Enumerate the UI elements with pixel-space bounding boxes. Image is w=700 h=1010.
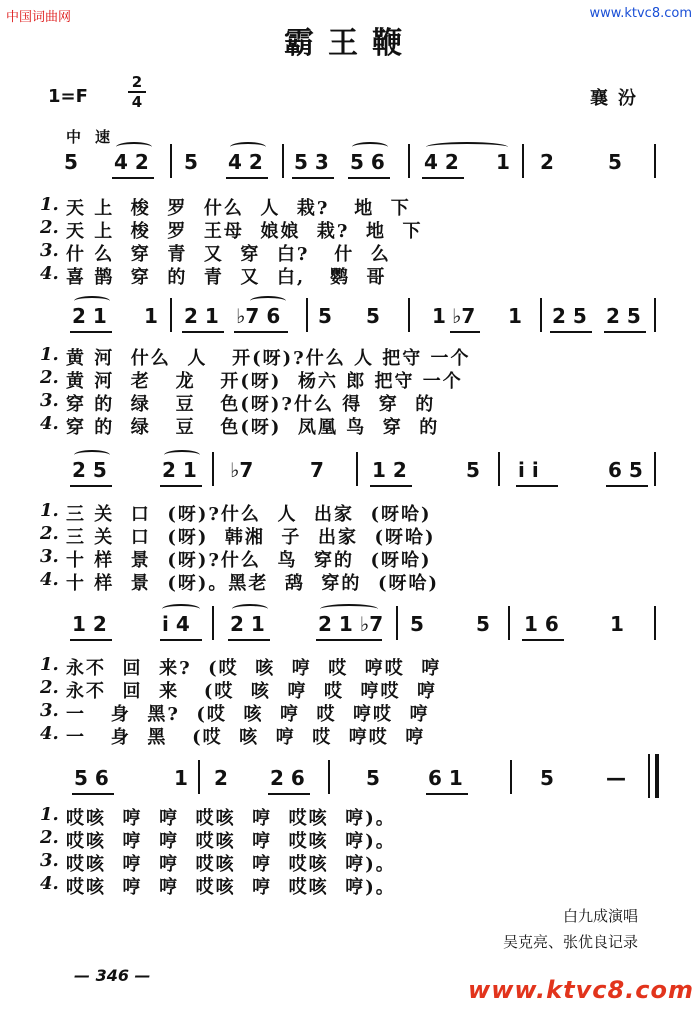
barline <box>408 144 410 178</box>
slur <box>426 142 508 152</box>
lyric-line <box>40 344 680 367</box>
time-bottom: 4 <box>131 93 143 111</box>
lyric-line <box>40 546 680 569</box>
verse-number: 2. <box>40 827 59 848</box>
beam <box>550 331 592 333</box>
barline <box>408 298 410 332</box>
beam <box>70 331 112 333</box>
slur <box>74 296 110 306</box>
note: 7 <box>310 458 324 482</box>
beam <box>450 331 480 333</box>
lyric-line <box>40 367 680 390</box>
barline <box>170 144 172 178</box>
note: 2 1 <box>72 304 107 328</box>
note: 1 <box>432 304 446 328</box>
note: 4 2 <box>228 150 263 174</box>
slur <box>162 604 200 614</box>
beam <box>228 639 270 641</box>
barline <box>522 144 524 178</box>
lyric-text: 什 么 穿 青 又 穿 白? 什 么 <box>66 244 391 265</box>
lyric-text: 十 样 景 (呀)。黑老 鸹 穿的 (呀哈) <box>66 573 439 594</box>
verse-number: 1. <box>40 654 59 675</box>
lyric-text: 哎咳 哼 哼 哎咳 哼 哎咳 哼)。 <box>66 854 396 875</box>
note: 1 2 <box>72 612 107 636</box>
slur <box>116 142 152 152</box>
lyrics-block <box>40 804 680 896</box>
lyric-line <box>40 723 680 746</box>
slur <box>250 296 286 306</box>
barline <box>396 606 398 640</box>
note: 1 <box>508 304 522 328</box>
beam <box>226 177 268 179</box>
verse-number: 4. <box>40 723 59 744</box>
notes-row <box>0 304 700 338</box>
verse-number: 4. <box>40 413 59 434</box>
barline <box>508 606 510 640</box>
lyrics-block <box>40 194 680 286</box>
note: 5 <box>366 304 380 328</box>
notes-row <box>0 612 700 646</box>
lyric-text: 穿 的 绿 豆 色(呀) 凤凰 鸟 穿 的 <box>66 417 440 438</box>
lyric-line <box>40 569 680 592</box>
note: 5 <box>540 766 554 790</box>
barline <box>654 606 656 640</box>
lyric-text: 十 样 景 (呀)?什么 鸟 穿的 (呀哈) <box>66 550 432 571</box>
lyric-line <box>40 677 680 700</box>
note: 1 <box>610 612 624 636</box>
note: 2 5 <box>72 458 107 482</box>
watermark-bottom: www.ktvc8.com <box>468 976 694 1004</box>
slur <box>232 604 268 614</box>
note: 2 1 <box>184 304 219 328</box>
barline <box>654 452 656 486</box>
beam <box>160 639 202 641</box>
note: 5 3 <box>294 150 329 174</box>
note: ♭7 <box>230 458 254 482</box>
beam <box>522 639 564 641</box>
note: 1 <box>174 766 188 790</box>
lyric-text: 喜 鹊 穿 的 青 又 白, 鹦 哥 <box>66 267 387 288</box>
note: ♭7 <box>452 304 476 328</box>
final-barline <box>655 754 659 798</box>
note: 5 <box>318 304 332 328</box>
verse-number: 3. <box>40 240 59 261</box>
beam <box>516 485 558 487</box>
lyric-line <box>40 390 680 413</box>
note: 5 <box>410 612 424 636</box>
verse-number: 1. <box>40 344 59 365</box>
performer-credit: 白九成演唱 <box>562 907 638 925</box>
barline <box>282 144 284 178</box>
lyric-text: 三 关 口 (呀) 韩湘 子 出家 (呀哈) <box>66 527 436 548</box>
note: 2 <box>214 766 228 790</box>
note: 6 1 <box>428 766 463 790</box>
note: 2 5 <box>552 304 587 328</box>
lyric-text: 三 关 口 (呀)?什么 人 出家 (呀哈) <box>66 504 432 525</box>
beam <box>182 331 224 333</box>
lyric-line <box>40 873 680 896</box>
note: 5 <box>476 612 490 636</box>
slur <box>230 142 266 152</box>
note: 5 6 <box>350 150 385 174</box>
lyrics-block <box>40 344 680 436</box>
note: i 4 <box>162 612 190 636</box>
song-title: 霸王鞭 <box>284 26 416 61</box>
verse-number: 1. <box>40 500 59 521</box>
key-signature: 1=F <box>48 86 88 107</box>
verse-number: 4. <box>40 873 59 894</box>
barline <box>648 754 650 798</box>
note: 5 <box>64 150 78 174</box>
notes-row <box>0 458 700 492</box>
lyric-line <box>40 850 680 873</box>
verse-number: 1. <box>40 804 59 825</box>
slur <box>352 142 388 152</box>
slur <box>74 450 110 460</box>
barline <box>510 760 512 794</box>
lyric-text: 一 身 黑 (哎 咳 哼 哎 哼哎 哼 <box>66 727 426 748</box>
beam <box>112 177 154 179</box>
verse-number: 2. <box>40 367 59 388</box>
lyric-line <box>40 827 680 850</box>
time-signature <box>128 74 146 110</box>
lyric-text: 黄 河 什么 人 开(呀)?什么 人 把守 一个 <box>66 348 471 369</box>
beam <box>70 485 112 487</box>
lyric-text: 永不 回 来? (哎 咳 哼 哎 哼哎 哼 <box>66 658 442 679</box>
lyric-line <box>40 263 680 286</box>
lyric-text: 哎咳 哼 哼 哎咳 哼 哎咳 哼)。 <box>66 808 396 829</box>
verse-number: 3. <box>40 546 59 567</box>
lyric-line <box>40 700 680 723</box>
barline <box>198 760 200 794</box>
lyric-text: 哎咳 哼 哼 哎咳 哼 哎咳 哼)。 <box>66 877 396 898</box>
note: 4 2 <box>114 150 149 174</box>
slur <box>320 604 378 614</box>
verse-number: 3. <box>40 390 59 411</box>
beam <box>234 331 288 333</box>
note: 2 1 ♭7 <box>318 612 384 636</box>
beam <box>160 485 202 487</box>
note: 2 6 <box>270 766 305 790</box>
verse-number: 1. <box>40 194 59 215</box>
beam <box>316 639 382 641</box>
beam <box>72 793 114 795</box>
time-top: 2 <box>131 73 143 91</box>
lyric-text: 天 上 梭 罗 什么 人 栽? 地 下 <box>66 198 411 219</box>
beam <box>606 485 648 487</box>
lyric-text: 黄 河 老 龙 开(呀) 杨六 郎 把守 一个 <box>66 371 463 392</box>
verse-number: 2. <box>40 523 59 544</box>
note: 6 5 <box>608 458 643 482</box>
verse-number: 4. <box>40 263 59 284</box>
lyric-line <box>40 523 680 546</box>
barline <box>654 144 656 178</box>
lyric-line <box>40 217 680 240</box>
lyrics-block <box>40 654 680 746</box>
lyric-text: 天 上 梭 罗 王母 娘娘 栽? 地 下 <box>66 221 423 242</box>
note: 2 1 <box>230 612 265 636</box>
note: 5 6 <box>74 766 109 790</box>
lyric-line <box>40 240 680 263</box>
note: 5 <box>184 150 198 174</box>
slur <box>164 450 200 460</box>
notes-row <box>0 150 700 184</box>
page-number: — 346 — <box>74 966 151 985</box>
note: i i <box>518 458 539 482</box>
note: 5 <box>608 150 622 174</box>
beam <box>292 177 334 179</box>
tempo-marking: 中速 <box>66 128 125 146</box>
beam <box>422 177 464 179</box>
beam <box>426 793 468 795</box>
note: 2 1 <box>162 458 197 482</box>
barline <box>356 452 358 486</box>
lyric-line <box>40 194 680 217</box>
lyrics-block <box>40 500 680 592</box>
note: 2 <box>540 150 554 174</box>
watermark-right: www.ktvc8.com <box>589 6 692 21</box>
lyric-text: 永不 回 来 (哎 咳 哼 哎 哼哎 哼 <box>66 681 438 702</box>
verse-number: 3. <box>40 850 59 871</box>
verse-number: 3. <box>40 700 59 721</box>
lyric-text: 一 身 黑? (哎 咳 哼 哎 哼哎 哼 <box>66 704 430 725</box>
barline <box>212 452 214 486</box>
note: 1 2 <box>372 458 407 482</box>
lyric-line <box>40 804 680 827</box>
lyric-text: 哎咳 哼 哼 哎咳 哼 哎咳 哼)。 <box>66 831 396 852</box>
note: 1 <box>144 304 158 328</box>
beam <box>348 177 390 179</box>
notes-row <box>0 766 700 800</box>
verse-number: 4. <box>40 569 59 590</box>
beam <box>70 639 112 641</box>
note: 5 <box>466 458 480 482</box>
barline <box>170 298 172 332</box>
beam <box>370 485 412 487</box>
beam <box>604 331 646 333</box>
lyric-text: 穿 的 绿 豆 色(呀)?什么 得 穿 的 <box>66 394 436 415</box>
verse-number: 2. <box>40 217 59 238</box>
barline <box>212 606 214 640</box>
note: 2 5 <box>606 304 641 328</box>
verse-number: 2. <box>40 677 59 698</box>
region-label: 襄汾 <box>590 88 646 109</box>
barline <box>306 298 308 332</box>
note: 1 <box>496 150 510 174</box>
barline <box>540 298 542 332</box>
barline <box>654 298 656 332</box>
lyric-line <box>40 654 680 677</box>
note: ♭7 6 <box>236 304 281 328</box>
note: 1 6 <box>524 612 559 636</box>
barline <box>328 760 330 794</box>
note: 4 2 <box>424 150 459 174</box>
lyric-line <box>40 413 680 436</box>
lyric-line <box>40 500 680 523</box>
recorder-credit: 吴克亮、张优良记录 <box>502 933 638 951</box>
note: — <box>606 766 626 790</box>
beam <box>268 793 310 795</box>
note: 5 <box>366 766 380 790</box>
watermark-left: 中国词曲网 <box>6 10 72 25</box>
barline <box>498 452 500 486</box>
